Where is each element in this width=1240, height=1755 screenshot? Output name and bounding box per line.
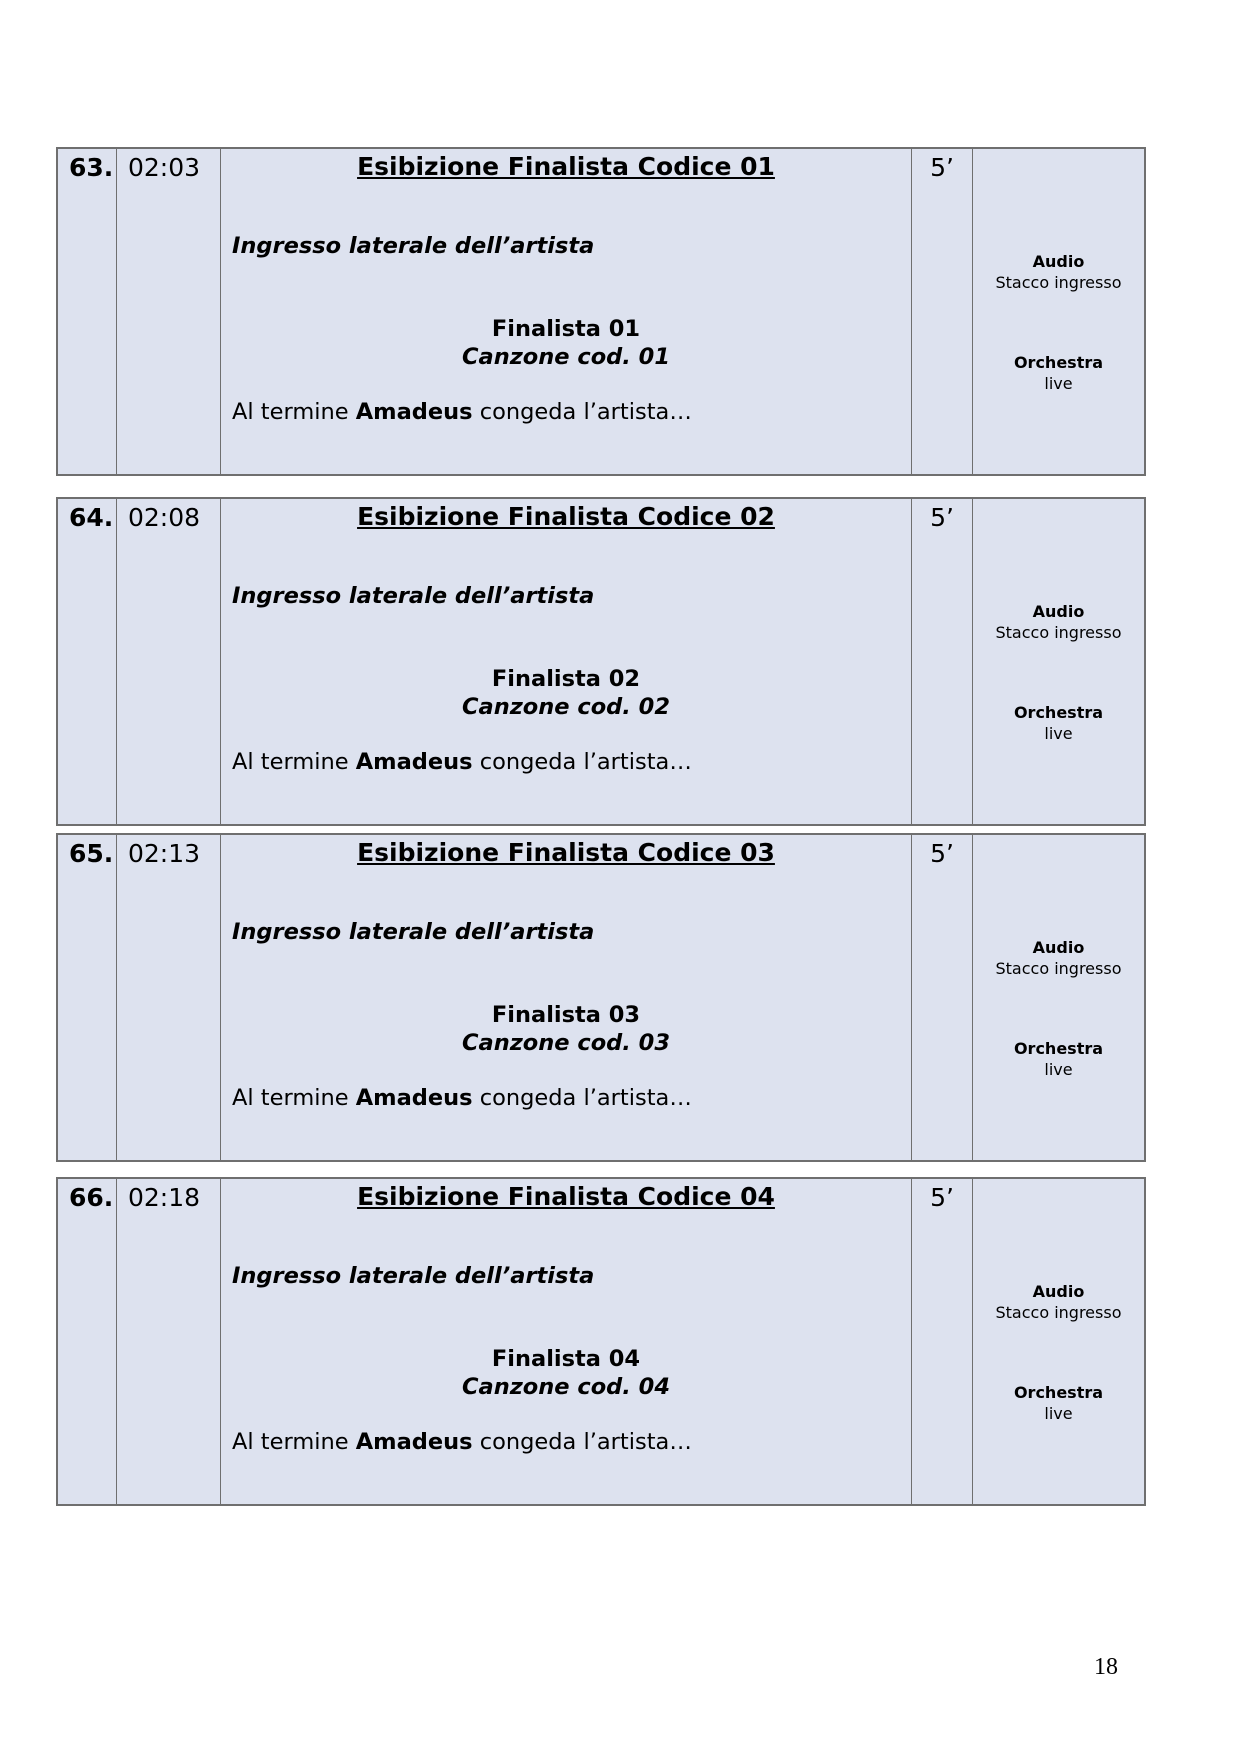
host-name: Amadeus xyxy=(355,749,473,775)
note-value: live xyxy=(1044,1404,1073,1423)
performance xyxy=(221,1001,911,1057)
segment-number: 64. xyxy=(58,499,117,824)
segment-time: 02:18 xyxy=(117,1179,221,1504)
closing-prefix: Al termine xyxy=(232,1429,349,1455)
note-heading: Audio xyxy=(1032,252,1085,271)
song-code: Canzone cod. 02 xyxy=(462,694,670,720)
closing-suffix: congeda l’artista… xyxy=(479,749,692,775)
note-value: live xyxy=(1044,724,1073,743)
closing-suffix: congeda l’artista… xyxy=(479,1429,692,1455)
entry-note: Ingresso laterale dell’artista xyxy=(232,919,595,945)
note-heading: Orchestra xyxy=(1013,1383,1104,1402)
entry-note: Ingresso laterale dell’artista xyxy=(232,1263,595,1289)
audio-note xyxy=(973,251,1144,293)
note-value: live xyxy=(1044,1060,1073,1079)
closing-prefix: Al termine xyxy=(232,749,349,775)
orchestra-note xyxy=(973,702,1144,744)
note-heading: Audio xyxy=(1032,938,1085,957)
audio-note xyxy=(973,937,1144,979)
audio-note xyxy=(973,1281,1144,1323)
note-value: Stacco ingresso xyxy=(995,623,1122,642)
closing-note xyxy=(232,1429,692,1455)
host-name: Amadeus xyxy=(355,1085,473,1111)
rundown-segment xyxy=(56,833,1146,1162)
segment-time: 02:03 xyxy=(117,149,221,474)
segment-title: Esibizione Finalista Codice 01 xyxy=(357,152,775,181)
note-heading: Orchestra xyxy=(1013,703,1104,722)
note-value: Stacco ingresso xyxy=(995,273,1122,292)
technical-notes xyxy=(973,1179,1144,1504)
page-number: 18 xyxy=(1094,1654,1118,1680)
closing-suffix: congeda l’artista… xyxy=(479,1085,692,1111)
closing-note xyxy=(232,399,692,425)
host-name: Amadeus xyxy=(355,399,473,425)
orchestra-note xyxy=(973,352,1144,394)
closing-note xyxy=(232,749,692,775)
audio-note xyxy=(973,601,1144,643)
technical-notes xyxy=(973,499,1144,824)
rundown-segment xyxy=(56,497,1146,826)
closing-prefix: Al termine xyxy=(232,1085,349,1111)
segment-time: 02:13 xyxy=(117,835,221,1160)
note-value: live xyxy=(1044,374,1073,393)
rundown-segment xyxy=(56,147,1146,476)
segment-description xyxy=(221,1179,912,1504)
segment-title: Esibizione Finalista Codice 02 xyxy=(357,502,775,531)
entry-note: Ingresso laterale dell’artista xyxy=(232,583,595,609)
performer-name: Finalista 04 xyxy=(491,1346,641,1372)
orchestra-note xyxy=(973,1382,1144,1424)
segment-description xyxy=(221,149,912,474)
segment-time: 02:08 xyxy=(117,499,221,824)
closing-note xyxy=(232,1085,692,1111)
performance xyxy=(221,665,911,721)
closing-suffix: congeda l’artista… xyxy=(479,399,692,425)
orchestra-note xyxy=(973,1038,1144,1080)
note-value: Stacco ingresso xyxy=(995,959,1122,978)
closing-prefix: Al termine xyxy=(232,399,349,425)
song-code: Canzone cod. 01 xyxy=(462,344,670,370)
segment-duration: 5’ xyxy=(912,835,973,1160)
segment-description xyxy=(221,499,912,824)
segment-number: 63. xyxy=(58,149,117,474)
performer-name: Finalista 03 xyxy=(491,1002,641,1028)
performance xyxy=(221,1345,911,1401)
segment-number: 66. xyxy=(58,1179,117,1504)
performer-name: Finalista 01 xyxy=(491,316,641,342)
segment-description xyxy=(221,835,912,1160)
segment-number: 65. xyxy=(58,835,117,1160)
segment-duration: 5’ xyxy=(912,1179,973,1504)
rundown-segment xyxy=(56,1177,1146,1506)
song-code: Canzone cod. 04 xyxy=(462,1374,670,1400)
entry-note: Ingresso laterale dell’artista xyxy=(232,233,595,259)
song-code: Canzone cod. 03 xyxy=(462,1030,670,1056)
technical-notes xyxy=(973,835,1144,1160)
performer-name: Finalista 02 xyxy=(491,666,641,692)
performance xyxy=(221,315,911,371)
segment-duration: 5’ xyxy=(912,149,973,474)
host-name: Amadeus xyxy=(355,1429,473,1455)
segment-title: Esibizione Finalista Codice 03 xyxy=(357,838,775,867)
note-heading: Audio xyxy=(1032,602,1085,621)
note-heading: Audio xyxy=(1032,1282,1085,1301)
note-heading: Orchestra xyxy=(1013,353,1104,372)
technical-notes xyxy=(973,149,1144,474)
segment-title: Esibizione Finalista Codice 04 xyxy=(357,1182,775,1211)
note-heading: Orchestra xyxy=(1013,1039,1104,1058)
segment-duration: 5’ xyxy=(912,499,973,824)
note-value: Stacco ingresso xyxy=(995,1303,1122,1322)
